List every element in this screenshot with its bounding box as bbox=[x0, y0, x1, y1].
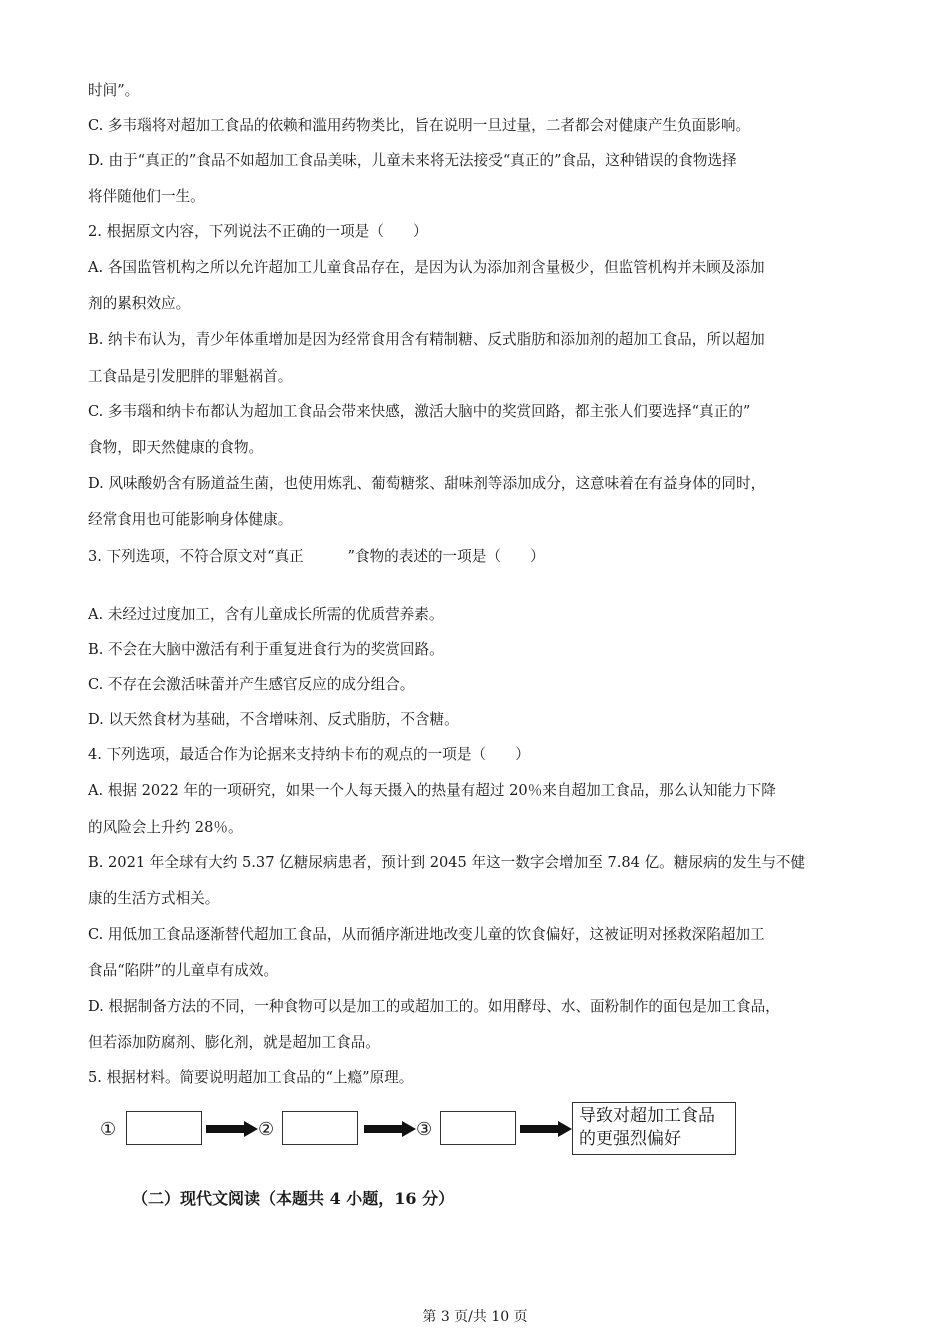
arrow-right-icon bbox=[520, 1121, 572, 1137]
text-line: 经常食用也可能影响身体健康。 bbox=[88, 511, 293, 528]
text-line: 食品“陷阱”的儿童卓有成效。 bbox=[88, 962, 279, 979]
text-line: 但若添加防腐剂、膨化剂，就是超加工食品。 bbox=[88, 1034, 380, 1051]
answer-box-3 bbox=[440, 1111, 516, 1145]
text-line: 的风险会上升约 28％。 bbox=[88, 819, 243, 836]
text-line: 工食品是引发肥胖的罪魁祸首。 bbox=[88, 368, 293, 385]
text-line: 康的生活方式相关。 bbox=[88, 890, 220, 907]
text-line: B. 不会在大脑中激活有利于重复进食行为的奖赏回路。 bbox=[88, 641, 444, 658]
text-line: D. 风味酸奶含有肠道益生菌，也使用炼乳、葡萄糖浆、甜味剂等添加成分，这意味着在有益身体的同时， bbox=[88, 475, 766, 492]
answer-box-1 bbox=[126, 1111, 202, 1145]
question-3: 3. 下列选项，不符合原文对“真正 ”食物的表述的一项是（ ） bbox=[88, 548, 545, 565]
result-line: 的更强烈偏好 bbox=[579, 1129, 681, 1149]
text-line: B. 纳卡布认为，青少年体重增加是因为经常食用含有精制糖、反式脂肪和添加剂的超加工食品，所以超加 bbox=[88, 331, 765, 348]
answer-box-2 bbox=[282, 1111, 358, 1145]
text-line: D. 根据制备方法的不同，一种食物可以是加工的或超加工的。如用酵母、水、面粉制作的面包是加工食品， bbox=[88, 998, 780, 1015]
text-line: 食物，即天然健康的食物。 bbox=[88, 439, 264, 456]
text-line: A. 未经过过度加工，含有儿童成长所需的优质营养素。 bbox=[88, 606, 444, 623]
text-line: 时间”。 bbox=[88, 82, 140, 99]
text-line: A. 各国监管机构之所以允许超加工儿童食品存在，是因为认为添加剂含量极少，但监管机构并未顾及添加 bbox=[88, 259, 765, 276]
arrow-right-icon bbox=[364, 1121, 416, 1137]
text-line: D. 由于“真正的”食品不如超加工食品美味，儿童未来将无法接受“真正的”食品，这种错误的食物选择 bbox=[88, 152, 737, 169]
text-line: C. 用低加工食品逐渐替代超加工食品，从而循序渐进地改变儿童的饮食偏好，这被证明对拯救深陷超加工 bbox=[88, 926, 765, 943]
page-footer: 第 3 页/共 10 页 bbox=[422, 1309, 528, 1325]
step-number-2: ② bbox=[258, 1119, 275, 1140]
text-line: D. 以天然食材为基础，不含增味剂、反式脂肪，不含糖。 bbox=[88, 711, 459, 728]
text-line: B. 2021 年全球有大约 5.37 亿糖尿病患者，预计到 2045 年这一数字会增加至 7.84 亿。糖尿病的发生与不健 bbox=[88, 854, 806, 871]
arrow-right-icon bbox=[206, 1121, 258, 1137]
text-line: C. 多韦瑙和纳卡布都认为超加工食品会带来快感，激活大脑中的奖赏回路，都主张人们要选择“真正的” bbox=[88, 403, 751, 420]
step-number-1: ① bbox=[100, 1119, 117, 1140]
text-line: A. 根据 2022 年的一项研究，如果一个人每天摄入的热量有超过 20％来自超加工食品，那么认知能力下降 bbox=[88, 782, 776, 799]
question-2: 2. 根据原文内容，下列说法不正确的一项是（ ） bbox=[88, 223, 428, 240]
question-4: 4. 下列选项，最适合作为论据来支持纳卡布的观点的一项是（ ） bbox=[88, 746, 530, 763]
result-box bbox=[572, 1102, 736, 1155]
section-heading: （二）现代文阅读（本题共 4 小题，16 分） bbox=[132, 1189, 455, 1208]
flow-diagram bbox=[100, 1102, 740, 1162]
text-line: 剂的累积效应。 bbox=[88, 295, 191, 312]
question-5: 5. 根据材料。简要说明超加工食品的“上瘾”原理。 bbox=[88, 1069, 414, 1086]
text-line: C. 多韦瑙将对超加工食品的依赖和滥用药物类比，旨在说明一旦过量，二者都会对健康产生负面影响。 bbox=[88, 117, 751, 134]
text-line: 将伴随他们一生。 bbox=[88, 188, 205, 205]
text-line: C. 不存在会激活味蕾并产生感官反应的成分组合。 bbox=[88, 676, 415, 693]
step-number-3: ③ bbox=[416, 1119, 433, 1140]
result-line: 导致对超加工食品 bbox=[579, 1106, 715, 1126]
